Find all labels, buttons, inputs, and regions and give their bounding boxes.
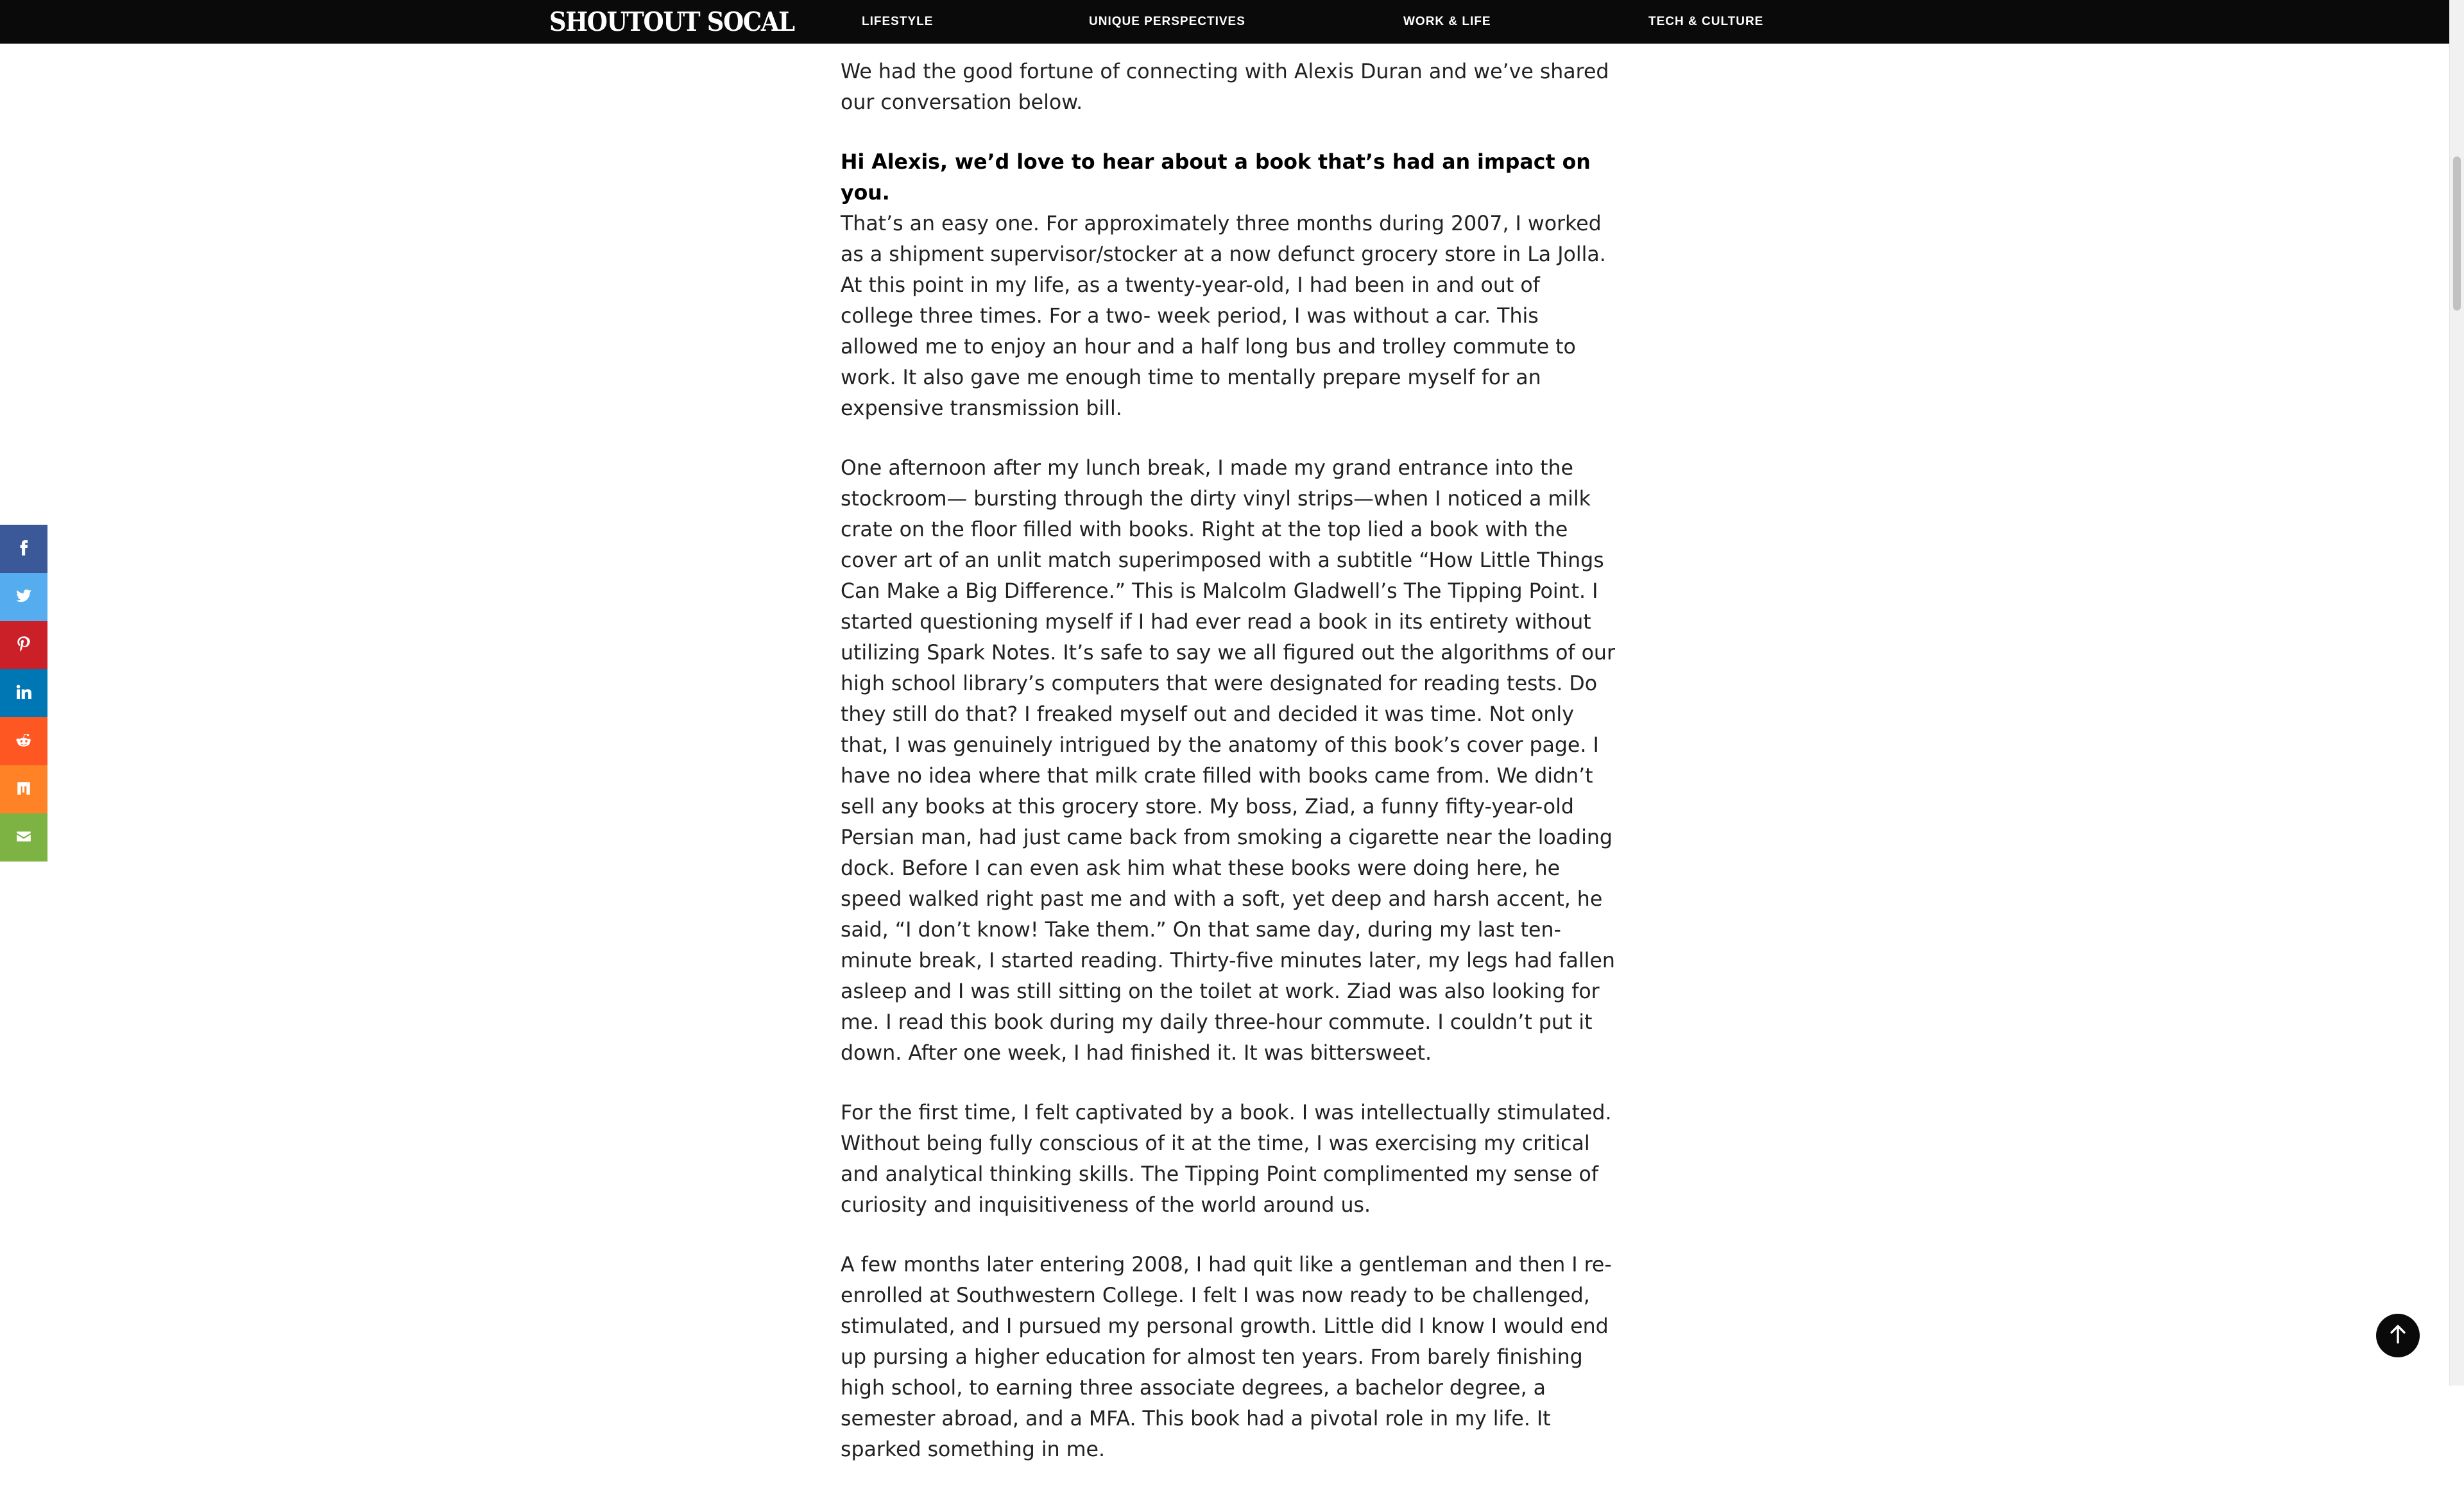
scrollbar-thumb[interactable]: [2453, 157, 2461, 310]
twitter-icon: [15, 588, 32, 607]
interview-question: Hi Alexis, we’d love to hear about a book that’s had an impact on you.: [841, 151, 1591, 205]
share-facebook-button[interactable]: [0, 525, 47, 573]
site-logo[interactable]: SHOUTOUT SOCAL: [549, 6, 794, 37]
pinterest-icon: [15, 636, 32, 655]
article-body: [841, 56, 1617, 1494]
article-intro: We had the good fortune of connecting with Alexis Duran and we’ve shared our conversation below.: [841, 60, 1609, 114]
arrow-up-icon: [2387, 1323, 2409, 1348]
nav-item-lifestyle[interactable]: LIFESTYLE: [862, 15, 934, 28]
nav-item-work-and-life[interactable]: WORK & LIFE: [1403, 15, 1491, 28]
page-scrollbar[interactable]: [2449, 0, 2464, 1386]
facebook-icon: [15, 539, 32, 559]
email-icon: [15, 828, 32, 847]
share-linkedin-button[interactable]: [0, 669, 47, 717]
answer-paragraph: One afternoon after my lunch break, I made my grand entrance into the stockroom— bursting through the dirty vinyl strips—when I noticed a milk crate on the floor filled with books. Right at the top lied a book with the cover art of an unlit match superimposed with a subtitle “How Little Things Can Make a Big Difference.” This is Malcolm Gladwell’s The Tipping Point. I started questioning myself if I had ever read a book in its entirety without utilizing Spark Notes. It’s safe to say we all figured out the algorithms of our high school library’s computers that were designated for reading tests. Do they still do that? I freaked myself out and decided it was time. Not only that, I was genuinely intrigued by the anatomy of this book’s cover page. I have no idea where that milk crate filled with books came from. We didn’t sell any books at this grocery store. My boss, Ziad, a funny fifty-year-old Persian man, had just came back from smoking a cigarette near the loading dock. Before I can even ask him what these books were doing here, he speed walked right past me and with a soft, yet deep and harsh accent, he said, “I don’t know! Take them.” On that same day, during my last ten-minute break, I started reading. Thirty-five minutes later, my legs had fallen asleep and I was still sitting on the toilet at work. Ziad was also looking for me. I read this book during my daily three-hour commute. I couldn’t put it down. After one week, I had finished it. It was bittersweet.: [841, 457, 1615, 1065]
back-to-top-button[interactable]: [2376, 1314, 2420, 1357]
share-reddit-button[interactable]: [0, 717, 47, 765]
answer-paragraph: A few months later entering 2008, I had quit like a gentleman and then I re-enrolled at Southwestern College. I felt I was now ready to be challenged, stimulated, and I pursued my personal growth. Little did I know I would end up pursing a higher education for almost ten years. From barely finishing high school, to earning three associate degrees, a bachelor degree, a semester abroad, and a MFA. This book had a pivotal role in my life. It sparked something in me.: [841, 1253, 1612, 1461]
answer-paragraph: For the first time, I felt captivated by a book. I was intellectually stimulated. Without being fully conscious of it at the time, I was exercising my critical and analytical thinking skills. The Tipping Point complimented my sense of curiosity and inquisitiveness of the world around us.: [841, 1101, 1612, 1217]
share-mix-button[interactable]: [0, 765, 47, 813]
answer-paragraph: That’s an easy one. For approximately three months during 2007, I worked as a shipment supervisor/stocker at a now defunct grocery store in La Jolla. At this point in my life, as a twenty-year-old, I had been in and out of college three times. For a two- week period, I was without a car. This allowed me to enjoy an hour and a half long bus and trolley commute to work. It also gave me enough time to mentally prepare myself for an expensive transmission bill.: [841, 212, 1606, 420]
social-share-bar: [0, 525, 47, 862]
nav-item-tech-and-culture[interactable]: TECH & CULTURE: [1648, 15, 1764, 28]
share-twitter-button[interactable]: [0, 573, 47, 621]
top-navigation-bar: [0, 0, 2464, 44]
nav-item-unique-perspectives[interactable]: UNIQUE PERSPECTIVES: [1089, 15, 1245, 28]
linkedin-icon: [15, 684, 32, 703]
mix-icon: [15, 780, 32, 799]
share-email-button[interactable]: [0, 813, 47, 862]
share-pinterest-button[interactable]: [0, 621, 47, 669]
reddit-icon: [15, 732, 32, 751]
